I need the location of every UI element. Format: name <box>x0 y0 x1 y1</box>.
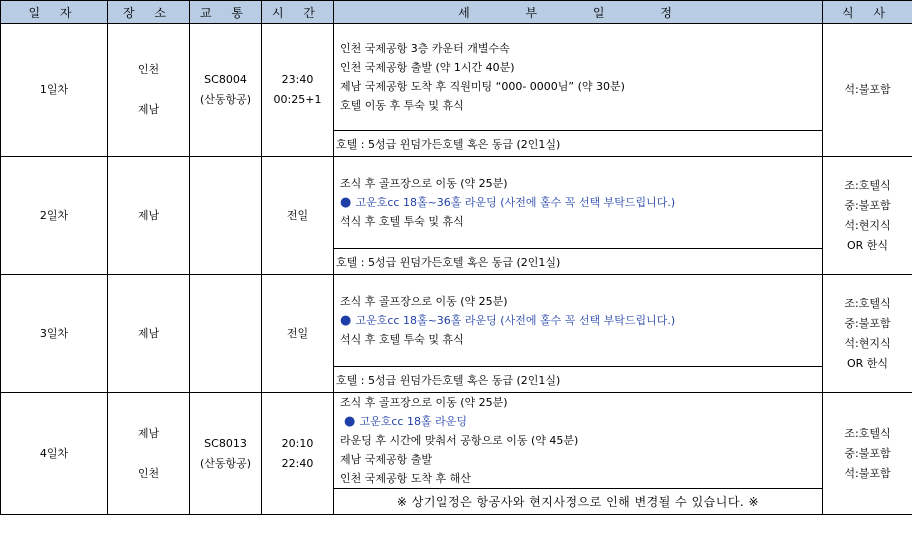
place-label: 인천 <box>137 63 160 76</box>
meal-label: 석:불포함 <box>844 466 891 480</box>
meal-cell <box>823 157 912 275</box>
schedule-text: 고운호cc 18홀 라운딩 <box>359 415 467 428</box>
transport-cell <box>190 24 262 157</box>
day-row <box>1 157 912 249</box>
transport-cell <box>190 393 262 515</box>
bullet-dot-icon: ● <box>340 313 356 328</box>
meal-label: 중:불포함 <box>844 198 891 212</box>
schedule-cell <box>334 393 823 489</box>
schedule-text: 제남 국제공항 출발 <box>340 453 433 466</box>
place-label: 제남 <box>137 326 160 340</box>
meal-cell <box>823 275 912 393</box>
schedule-line <box>340 311 822 330</box>
meal-cell <box>823 393 912 515</box>
schedule-line <box>340 174 822 193</box>
schedule-cell <box>334 275 823 367</box>
header-transport: 교 통 <box>190 1 262 24</box>
schedule-line <box>340 330 822 349</box>
schedule-text: 석식 후 호텔 투숙 및 휴식 <box>340 215 464 228</box>
place-label: 제남 <box>137 208 160 222</box>
schedule-text: 인천 국제공항 도착 후 해산 <box>340 472 471 485</box>
time-cell <box>262 24 334 157</box>
day-row <box>1 275 912 367</box>
schedule-text: 호텔 이동 후 투숙 및 휴식 <box>340 99 464 112</box>
meal-label: 석:불포함 <box>844 83 891 96</box>
header-day: 일 자 <box>1 1 108 24</box>
day-label: 2일차 <box>39 208 69 222</box>
place-cell <box>108 24 190 157</box>
place-cell <box>108 275 190 393</box>
place-label: 인천 <box>137 466 160 480</box>
meal-cell <box>823 24 912 157</box>
schedule-line <box>340 212 822 231</box>
day-row <box>1 393 912 489</box>
meal-label: 중:불포함 <box>844 316 891 330</box>
meal-label: OR 한식 <box>846 356 889 370</box>
transport-label: (산동항공) <box>199 93 252 106</box>
transport-cell <box>190 157 262 275</box>
schedule-text: 조식 후 골프장으로 이동 (약 25분) <box>340 177 508 190</box>
place-cell <box>108 157 190 275</box>
time-label: 전일 <box>286 326 309 340</box>
schedule-text: 조식 후 골프장으로 이동 (약 25분) <box>340 396 508 409</box>
day-cell <box>1 157 108 275</box>
schedule-line <box>340 450 822 469</box>
schedule-text: 고운호cc 18홀~36홀 라운딩 (사전에 홀수 꼭 선택 부탁드립니다.) <box>355 314 676 327</box>
time-cell <box>262 157 334 275</box>
day-cell <box>1 393 108 515</box>
day-cell <box>1 275 108 393</box>
transport-label: SC8013 <box>204 436 247 450</box>
transport-label: (산동항공) <box>199 456 252 470</box>
hotel-info: 호텔 : 5성급 윈덤가든호텔 혹은 동급 (2인1실) <box>334 249 823 275</box>
transport-label: SC8004 <box>204 73 247 86</box>
meal-label: 석:현지식 <box>844 336 891 350</box>
schedule-text: 제남 국제공항 도착 후 직원미팅 “000- 0000님” (약 30분) <box>340 80 625 93</box>
schedule-line <box>340 292 822 311</box>
schedule-line <box>340 393 822 412</box>
day-row <box>1 24 912 131</box>
meal-label: OR 한식 <box>846 238 889 252</box>
place-cell <box>108 393 190 515</box>
place-label: 제남 <box>137 426 160 440</box>
day-label: 3일차 <box>39 326 69 340</box>
schedule-line <box>340 193 822 212</box>
schedule-text: 조식 후 골프장으로 이동 (약 25분) <box>340 295 508 308</box>
time-label: 23:40 <box>281 73 314 86</box>
schedule-text: 고운호cc 18홀~36홀 라운딩 (사전에 홀수 꼭 선택 부탁드립니다.) <box>355 196 676 209</box>
time-cell <box>262 393 334 515</box>
meal-label: 중:불포함 <box>844 446 891 460</box>
header-schedule: 세 부 일 정 <box>334 1 823 24</box>
time-label: 20:10 <box>281 436 314 450</box>
schedule-text: 인천 국제공항 출발 (약 1시간 40분) <box>340 61 515 74</box>
time-label: 00:25+1 <box>273 93 322 106</box>
schedule-line <box>340 431 822 450</box>
time-label: 전일 <box>286 208 309 222</box>
schedule-line <box>340 412 822 431</box>
meal-label: 조:호텔식 <box>844 178 891 192</box>
schedule-cell <box>334 157 823 249</box>
schedule-text: 석식 후 호텔 투숙 및 휴식 <box>340 333 464 346</box>
schedule-line <box>340 58 822 77</box>
place-label: 제남 <box>137 103 160 116</box>
header-time: 시 간 <box>262 1 334 24</box>
header-place: 장 소 <box>108 1 190 24</box>
time-label: 22:40 <box>281 456 314 470</box>
header-row <box>1 1 912 24</box>
day-label: 1일차 <box>39 83 69 96</box>
schedule-line <box>340 77 822 96</box>
meal-label: 석:현지식 <box>844 218 891 232</box>
schedule-text: 인천 국제공항 3층 카운터 개별수속 <box>340 42 510 55</box>
header-meal: 식 사 <box>823 1 912 24</box>
meal-label: 조:호텔식 <box>844 296 891 310</box>
time-cell <box>262 275 334 393</box>
schedule-cell <box>334 24 823 131</box>
schedule-text: 라운딩 후 시간에 맞춰서 공항으로 이동 (약 45분) <box>340 434 579 447</box>
schedule-line <box>340 469 822 488</box>
hotel-info: 호텔 : 5성급 윈덤가든호텔 혹은 동급 (2인1실) <box>334 131 823 157</box>
schedule-line <box>340 96 822 115</box>
bullet-dot-icon: ● <box>340 195 356 210</box>
notice-text: ※ 상기일정은 항공사와 현지사정으로 인해 변경될 수 있습니다. ※ <box>334 489 823 515</box>
hotel-info: 호텔 : 5성급 윈덤가든호텔 혹은 동급 (2인1실) <box>334 367 823 393</box>
day-cell <box>1 24 108 157</box>
schedule-line <box>340 39 822 58</box>
bullet-dot-icon: ● <box>344 414 360 429</box>
transport-cell <box>190 275 262 393</box>
meal-label: 조:호텔식 <box>844 426 891 440</box>
day-label: 4일차 <box>39 446 69 460</box>
